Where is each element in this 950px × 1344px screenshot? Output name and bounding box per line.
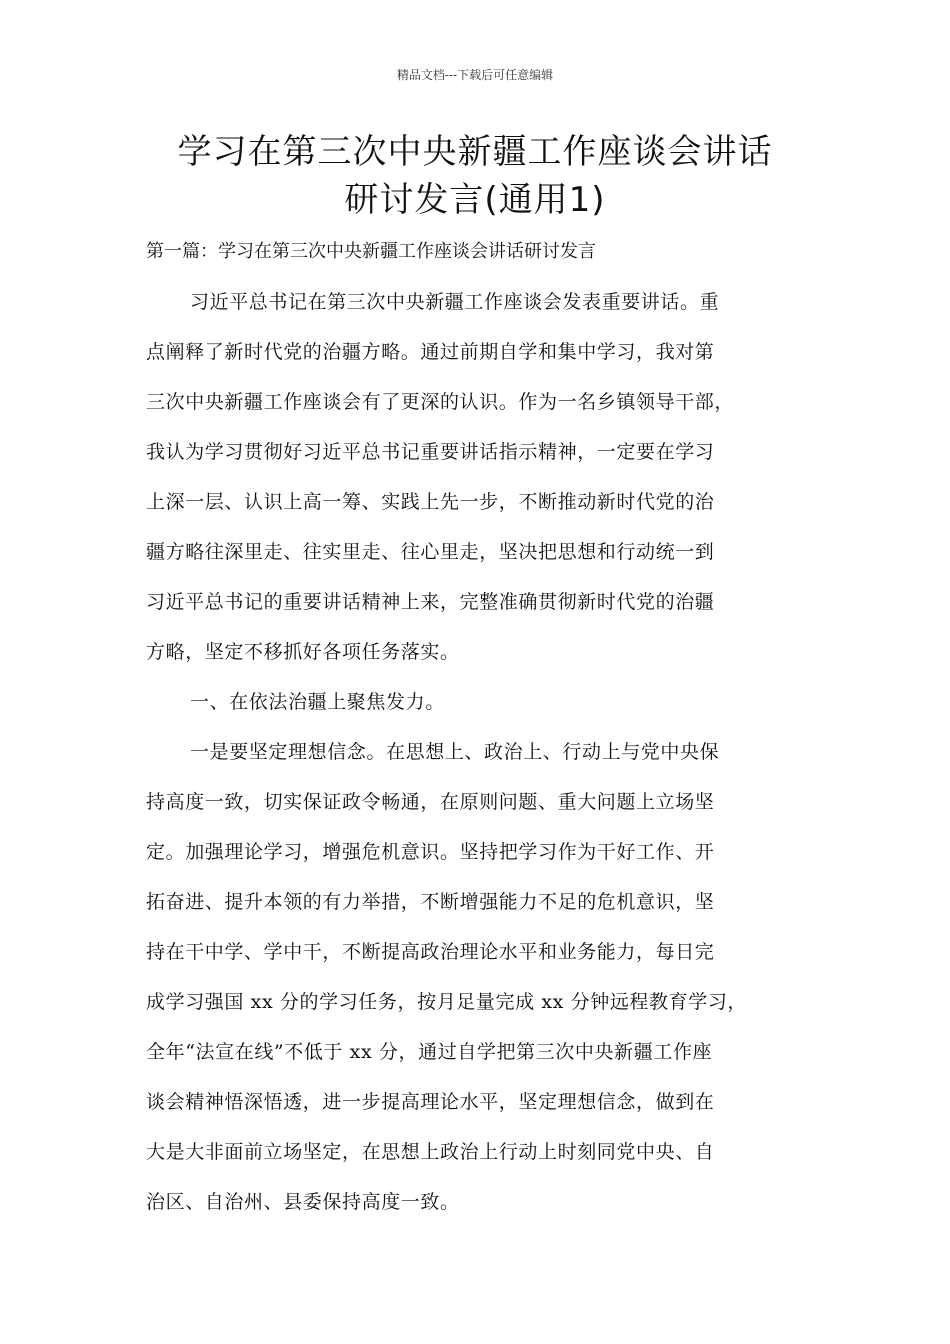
paragraph-line: 拓奋进、提升本领的有力举措，不断增强能力不足的危机意识，坚 bbox=[146, 891, 715, 913]
paragraph-line: 定。加强理论学习，增强危机意识。坚持把学习作为干好工作、开 bbox=[146, 841, 715, 863]
section-heading: 第一篇：学习在第三次中央新疆工作座谈会讲话研讨发言 bbox=[146, 241, 596, 262]
paragraph-line: 一是要坚定理想信念。在思想上、政治上、行动上与党中央保 bbox=[190, 741, 720, 763]
paragraph-line: 习近平总书记的重要讲话精神上来，完整准确贯彻新时代党的治疆 bbox=[146, 591, 715, 613]
paragraph-line: 成学习强国 xx 分的学习任务，按月足量完成 xx 分钟远程教育学习， bbox=[146, 991, 748, 1013]
paragraph-line: 三次中央新疆工作座谈会有了更深的认识。作为一名乡镇领导干部， bbox=[146, 391, 735, 413]
document-title-line-1: 学习在第三次中央新疆工作座谈会讲话 bbox=[177, 132, 773, 172]
paragraph-line: 上深一层、认识上高一筹、实践上先一步，不断推动新时代党的治 bbox=[146, 491, 715, 513]
paragraph-line: 我认为学习贯彻好习近平总书记重要讲话指示精神，一定要在学习 bbox=[146, 441, 715, 463]
section-point-heading: 一、在依法治疆上聚焦发力。 bbox=[190, 691, 445, 713]
document-title-line-2: 研讨发言(通用1) bbox=[344, 180, 606, 220]
paragraph-line: 持在干中学、学中干，不断提高政治理论水平和业务能力，每日完 bbox=[146, 941, 715, 963]
paragraph-line: 点阐释了新时代党的治疆方略。通过前期自学和集中学习，我对第 bbox=[146, 341, 715, 363]
paragraph-line: 习近平总书记在第三次中央新疆工作座谈会发表重要讲话。重 bbox=[190, 291, 720, 313]
paragraph-line: 方略，坚定不移抓好各项任务落实。 bbox=[146, 641, 460, 663]
paragraph-line: 谈会精神悟深悟透，进一步提高理论水平，坚定理想信念，做到在 bbox=[146, 1091, 715, 1113]
paragraph-line: 大是大非面前立场坚定，在思想上政治上行动上时刻同党中央、自 bbox=[146, 1141, 715, 1163]
document-body bbox=[146, 285, 826, 1235]
document-title bbox=[100, 128, 850, 224]
paragraph-line: 全年“法宣在线”不低于 xx 分，通过自学把第三次中央新疆工作座 bbox=[146, 1041, 713, 1063]
paragraph-line: 持高度一致，切实保证政令畅通，在原则问题、重大问题上立场坚 bbox=[146, 791, 715, 813]
paragraph-line: 疆方略往深里走、往实里走、往心里走，坚决把思想和行动统一到 bbox=[146, 541, 715, 563]
paragraph-line: 治区、自治州、县委保持高度一致。 bbox=[146, 1191, 460, 1213]
page-header-note: 精品文档---下载后可任意编辑 bbox=[396, 68, 554, 82]
